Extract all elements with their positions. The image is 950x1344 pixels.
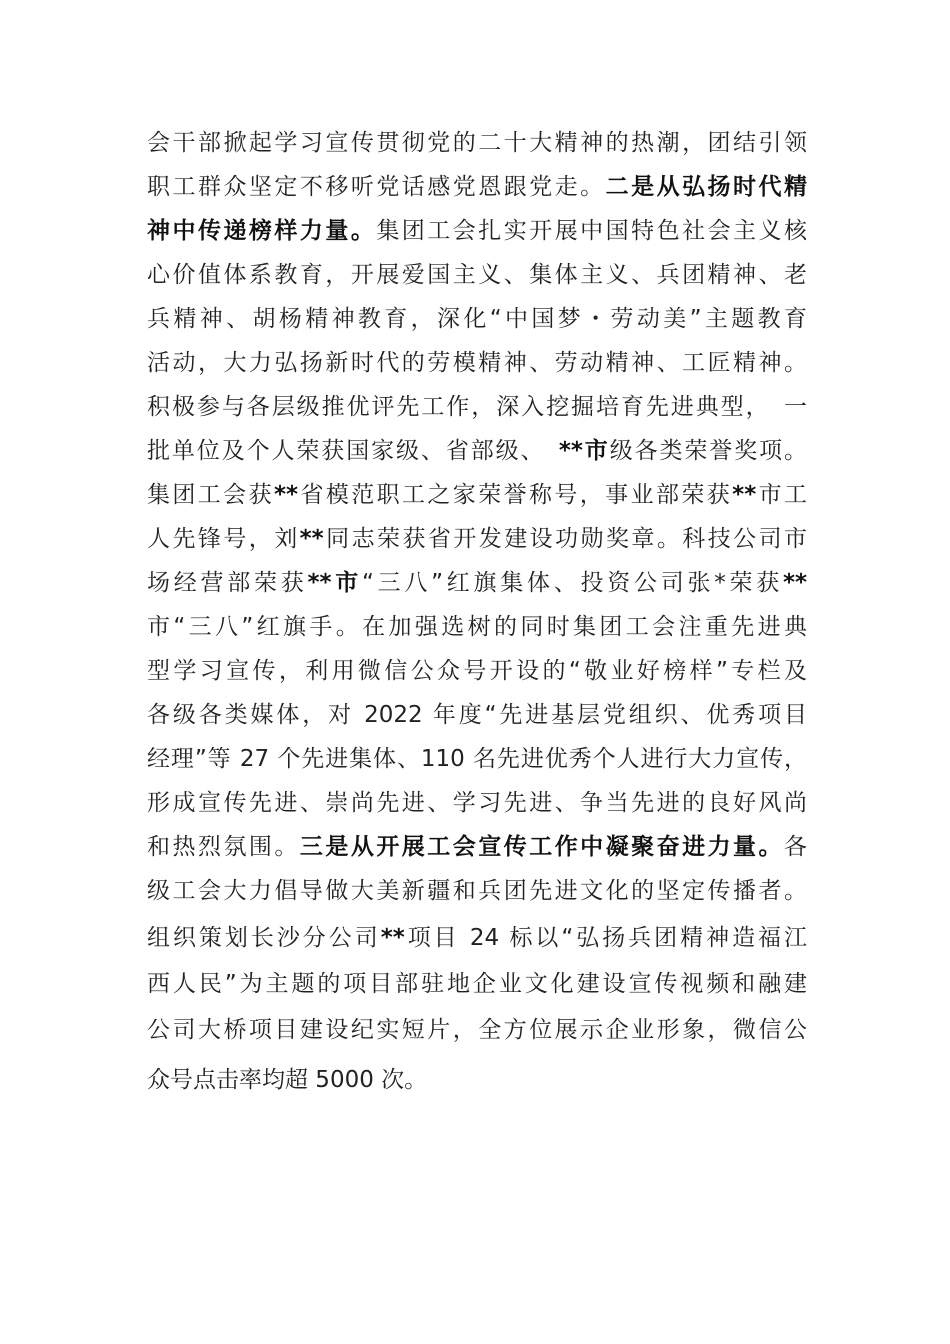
text-segment: 场经营部荣获 <box>147 570 308 596</box>
text-segment: “三八”红旗集体、投资公司张*荣获 <box>362 570 783 596</box>
bold-text-segment: **市 <box>307 570 362 596</box>
text-segment: 公司大桥项目建设纪实短片，全方位展示企业形象，微信公 <box>147 1017 807 1043</box>
text-line <box>147 651 807 691</box>
bold-text-segment: ** <box>782 570 807 596</box>
text-segment: 各级各类媒体，对 2022 年度“先进基层党组织、优秀项目 <box>147 702 807 728</box>
text-segment: 积极参与各层级推优评先工作，深入挖掘培育先进典型， 一 <box>147 394 807 420</box>
bold-text-segment: ** <box>299 526 324 552</box>
bold-text-segment: 二是从弘扬时代精 <box>605 174 808 200</box>
text-segment: 各 <box>784 834 808 860</box>
text-line <box>147 695 807 735</box>
text-segment: 经理”等 27 个先进集体、110 名先进优秀个人进行大力宣传， <box>147 746 807 772</box>
text-segment: 活动，大力弘扬新时代的劳模精神、劳动精神、工匠精神。 <box>147 350 807 376</box>
text-line <box>147 563 807 603</box>
text-segment: 同志荣获省开发建设功勋奖章。科技公司市 <box>323 526 807 552</box>
text-line <box>147 299 807 339</box>
bold-text-segment: ** <box>380 925 405 951</box>
text-segment: 职工群众坚定不移听党话感党恩跟党走。 <box>147 174 606 200</box>
bold-text-segment: ** <box>732 482 757 508</box>
text-segment: 省模范职工之家荣誉称号，事业部荣获 <box>298 482 733 508</box>
text-line <box>147 475 807 515</box>
text-line <box>147 519 807 559</box>
text-segment: 集团工会获 <box>147 482 274 508</box>
text-line <box>147 167 807 207</box>
text-segment: 组织策划长沙分公司 <box>147 925 381 951</box>
text-line <box>147 827 807 867</box>
text-segment: 众号点击率均超 5000 次。 <box>147 1067 428 1093</box>
text-line <box>147 871 807 911</box>
text-line <box>147 607 807 647</box>
text-line <box>147 387 807 427</box>
text-line <box>147 1010 807 1050</box>
bold-text-segment: **市 <box>558 438 610 464</box>
text-line <box>147 211 807 251</box>
text-line <box>147 255 807 295</box>
text-segment: 和热烈氛围。 <box>147 834 300 860</box>
bold-text-segment: ** <box>273 482 299 508</box>
text-segment: 集团工会扎实开展中国特色社会主义核 <box>376 218 808 244</box>
text-line <box>147 918 807 958</box>
text-segment: 级工会大力倡导做大美新疆和兵团先进文化的坚定传播者。 <box>147 878 807 904</box>
text-line <box>147 783 807 823</box>
text-segment: 型学习宣传，利用微信公众号开设的“敬业好榜样”专栏及 <box>147 658 807 684</box>
bold-text-segment: 神中传递榜样力量。 <box>147 218 377 244</box>
text-segment: 项目 24 标以“弘扬兵团精神造福江 <box>404 925 807 951</box>
text-segment: 兵精神、胡杨精神教育，深化“中国梦・劳动美”主题教育 <box>147 306 807 332</box>
text-line <box>147 343 807 383</box>
text-line <box>147 431 807 471</box>
text-segment: 会干部掀起学习宣传贯彻党的二十大精神的热潮，团结引领 <box>147 130 807 156</box>
text-segment: 西人民”为主题的项目部驻地企业文化建设宣传视频和融建 <box>147 971 807 997</box>
text-segment: 批单位及个人荣获国家级、省部级、 <box>147 438 559 464</box>
text-line <box>147 1060 807 1100</box>
text-line <box>147 123 807 163</box>
text-segment: 市“三八”红旗手。在加强选树的同时集团工会注重先进典 <box>147 614 807 640</box>
text-segment: 级各类荣誉奖项。 <box>609 438 807 464</box>
text-segment: 市工 <box>756 482 808 508</box>
text-segment: 人先锋号，刘 <box>147 526 300 552</box>
text-line <box>147 739 807 779</box>
text-segment: 形成宣传先进、崇尚先进、学习先进、争当先进的良好风尚 <box>147 790 807 816</box>
text-segment: 心价值体系教育，开展爱国主义、集体主义、兵团精神、老 <box>147 262 807 288</box>
bold-text-segment: 三是从开展工会宣传工作中凝聚奋进力量。 <box>299 834 785 860</box>
text-line <box>147 964 807 1004</box>
